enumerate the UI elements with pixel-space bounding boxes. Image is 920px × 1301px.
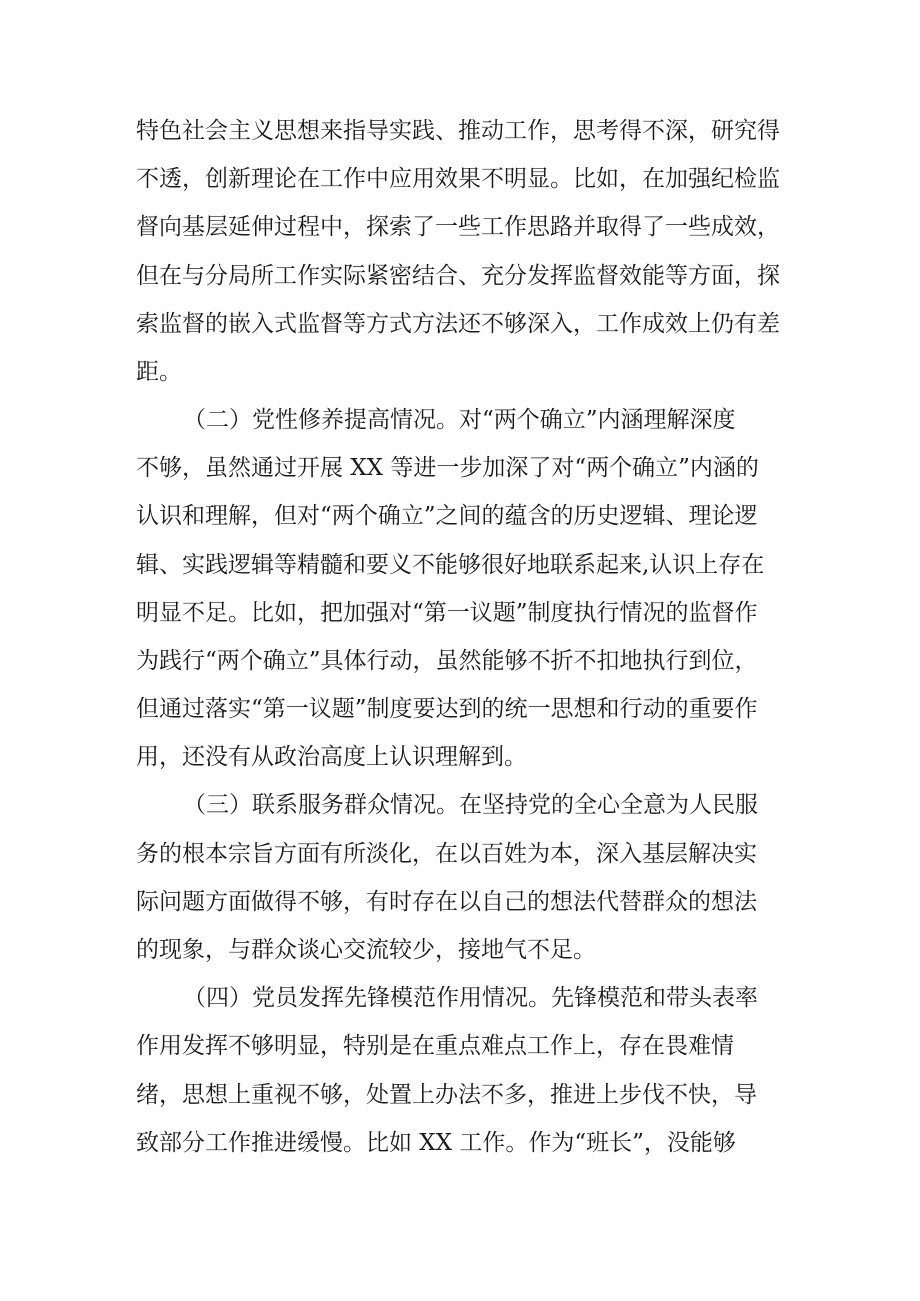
text-line: 的现象，与群众谈心交流较少，接地气不足。 [136,937,596,963]
text-line: 致部分工作推进缓慢。比如 XX 工作。作为“班长”，没能够 [136,1130,736,1156]
text-line: 辑、实践逻辑等精髓和要义不能够很好地联系起来,认识上存在 [136,552,765,578]
text-line: 督向基层延伸过程中，探索了一些工作思路并取得了一些成效， [136,214,780,240]
paragraph-heading-line: （二）党性修养提高情况。对“两个确立”内涵理解深度 [183,407,736,433]
text-line: 不够，虽然通过开展 XX 等进一步加深了对“两个确立”内涵的 [136,455,759,481]
text-line: 不透，创新理论在工作中应用效果不明显。比如，在加强纪检监 [136,166,780,192]
paragraph-heading-line: （四）党员发挥先锋模范作用情况。先锋模范和带头表率 [183,985,758,1011]
text-line: 绪，思想上重视不够，处置上办法不多，推进上步伐不快，导 [136,1082,757,1108]
text-line: 距。 [136,359,182,385]
text-line: 际问题方面做得不够，有时存在以自己的想法代替群众的想法 [136,889,757,915]
text-line: 认识和理解，但对“两个确立”之间的蕴含的历史逻辑、理论逻 [136,503,758,529]
text-line: 明显不足。比如，把加强对“第一议题”制度执行情况的监督作 [136,600,758,626]
paragraph-heading-line: （三）联系服务群众情况。在坚持党的全心全意为人民服 [183,792,758,818]
text-line: 作用发挥不够明显，特别是在重点难点工作上，存在畏难情 [136,1033,734,1059]
text-line: 但在与分局所工作实际紧密结合、充分发挥监督效能等方面，探 [136,263,780,289]
text-line: 索监督的嵌入式监督等方式方法还不够深入，工作成效上仍有差 [136,311,780,337]
text-line: 但通过落实“第一议题”制度要达到的统一思想和行动的重要作 [136,696,758,722]
text-line: 为践行“两个确立”具体行动，虽然能够不折不扣地执行到位， [136,648,758,674]
text-line: 用，还没有从政治高度上认识理解到。 [136,744,527,770]
text-line: 务的根本宗旨方面有所淡化，在以百姓为本，深入基层解决实 [136,841,757,867]
text-line: 特色社会主义思想来指导实践、推动工作，思考得不深，研究得 [136,118,780,144]
